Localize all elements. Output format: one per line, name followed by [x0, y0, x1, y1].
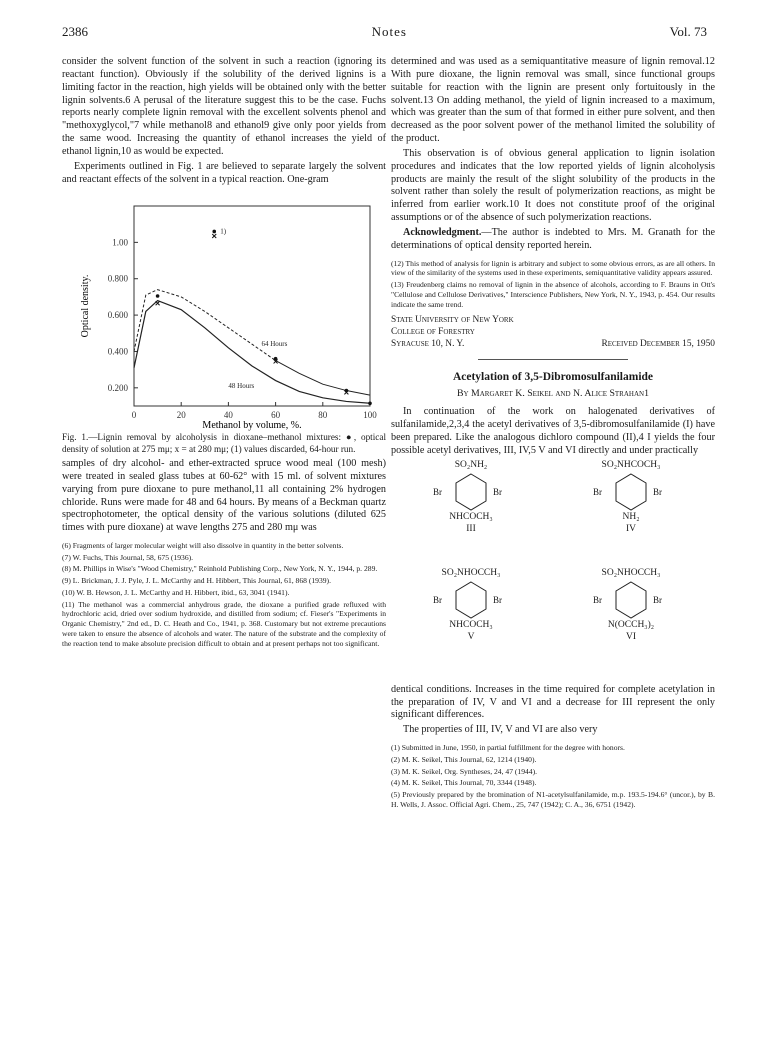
footnote-8: (8) M. Phillips in Wise's "Wood Chemistry," Reinhold Publishing Corp., New York, N. Y., 1944, p. 289. — [62, 564, 378, 574]
page-number: 2386 — [62, 24, 88, 39]
acknowledgment — [391, 227, 715, 253]
data-point-dot — [156, 295, 160, 299]
bromo-right: Br — [493, 486, 502, 497]
footnote-11: (11) The methanol was a commercial anhydrous grade, the dioxane a purified grade refluxed with hydrochloric acid, dried over sodium hydroxide, and distilled from sodium; cf. Fieser's "Experiments in Organic Chemistry," 2nd ed., D. C. Heath and Co., 1941, p. 368. Customary but not extreme precautions were taken to ensure the absence of alcohols and water. The nature of the substrate and the complexity of the reaction tend to make absolute precision difficult to obtain and at present perhaps not too significant. — [62, 599, 386, 648]
x-tick-label: 0 — [131, 410, 137, 421]
article-title: Acetylation of 3,5-Dibromosulfanilamide — [452, 370, 654, 383]
substituent-top: SO₂NHCOCH₃ — [601, 459, 661, 470]
footnote-7: (7) W. Fuchs, This Journal, 58, 675 (1936). — [62, 552, 194, 562]
footnote-3: (3) M. K. Seikel, Org. Syntheses, 24, 47 (1944). — [391, 766, 538, 776]
compound-label: VI — [625, 631, 637, 642]
footnote-13: (13) Freudenberg claims no removal of lignin in the absence of alcohols, according to F. Brauns in Ott's "Cellulose and Cellulose Derivatives," Interscience Publishers, New York, N. Y., 1943, p. 454. Our results indicate the same trend. — [391, 280, 715, 309]
substituent-top: SO₂NHOCCH₃ — [441, 567, 501, 578]
x-tick-label: 40 — [223, 410, 233, 421]
affiliation-line-3: Syracuse 10, N. Y. — [391, 338, 465, 349]
footnote-9: (9) L. Brickman, J. J. Pyle, J. L. McCarthy and H. Hibbert, This Journal, 61, 868 (1939). — [62, 576, 331, 586]
intro-paragraph: In continuation of the work on halogenated derivatives of sulfanilamide,2,3,4 the acetyl derivatives of 3,5-dibromosulfanilamide (I) have been prepared. Like the analogous dichloro compound (II),4 I yields the four possible acetyl derivatives, III, IV,5 V and VI directly and under practically — [391, 406, 715, 456]
acknowledgment-heading: Acknowledgment. — [403, 226, 482, 238]
footnote-5: (5) Previously prepared by the bromination of N1-acetylsulfanilamide, m.p. 193.5-194.6° (uncor.), by B. H. Wells, J. Assoc. Official Agri. Chem., 25, 747 (1942); C. A., 36, 6751 (1942). — [391, 789, 715, 809]
left-paragraph-2: Experiments outlined in Fig. 1 are believed to separate largely the solvent and reactant effects of the solvent in a typical reaction. One-gram — [62, 160, 386, 185]
affiliation-line-1: State University of New York — [391, 315, 514, 326]
compound-label: III — [466, 523, 476, 534]
y-axis-label: Optical density. — [80, 275, 91, 338]
y-tick-label: 1.00 — [112, 237, 128, 248]
compound-label: IV — [625, 523, 637, 534]
figure-caption: Fig. 1.—Lignin removal by alcoholysis in dioxane–methanol mixtures: ●, optical density of solution at 275 mμ; x = at 280 mμ; (1) values discarded, 64-hour run. — [62, 432, 386, 455]
acknowledgment-text: —The author is indebted to Mrs. M. Granath for the determinations of optical density reported herein. — [391, 226, 715, 251]
section-title: Notes — [371, 24, 407, 39]
substituent-top: SO₂NH₂ — [454, 459, 488, 470]
byline: By Margaret K. Seikel and N. Alice Strahan1 — [457, 387, 649, 399]
right-paragraph-2: This observation is of obvious general application to lignin isolation procedures and indicates that the low reported yields of lignin alcoholysis products are mainly the result of the slight solubility of the products in the solvent rather than solely the result of polymerization reactions, as might be inferred from earlier work.10 It does not constitute proof of the original assumptions or of the absence of such polymerization reactions. — [391, 147, 715, 224]
left-column — [62, 56, 386, 650]
y-tick-label: 0.400 — [107, 346, 128, 357]
structure-V — [411, 568, 531, 644]
bromo-left: Br — [593, 594, 602, 605]
bromo-right: Br — [653, 594, 662, 605]
right-column — [391, 56, 715, 811]
structure-III — [411, 460, 531, 536]
y-tick-label: 0.600 — [107, 310, 128, 321]
page-header — [62, 24, 707, 40]
series-line-64h-dashed — [134, 290, 276, 361]
y-tick-label: 0.800 — [107, 274, 128, 285]
substituent-bottom: NHCOCH₃ — [449, 511, 493, 522]
compound-label: V — [467, 631, 475, 642]
substituent-top: SO₂NHOCCH₃ — [601, 567, 661, 578]
substituent-bottom: NHCOCH₃ — [449, 619, 493, 630]
series-line-64h — [276, 361, 370, 396]
y-tick-label: 0.200 — [107, 383, 128, 394]
discarded-marker-label: 1) — [220, 227, 227, 236]
benzene-ring-icon — [453, 472, 489, 512]
footnote-2: (2) M. K. Seikel, This Journal, 62, 1214 (1940). — [391, 754, 537, 764]
left-paragraph-3: samples of dry alcohol- and ether-extracted spruce wood meal (100 mesh) were treated in sealed glass tubes at 60-62° with 15 ml. of solvent mixtures varying from pure dioxane to pure methanol,11 all containing 2% hydrogen chloride. Runs were made for 48 and 64 hours. By means of a Beckman quartz spectrophotometer, the optical density of the various solutions (diluted 625 times with pure dioxane) at wave lengths 275 and 280 mμ was — [62, 457, 386, 534]
footnote-12: (12) This method of analysis for lignin is arbitrary and subject to some obvious errors, as are all others. In view of the similarity of the systems used in these experiments, semiquantitative validity appears assured. — [391, 258, 715, 278]
footnote-6: (6) Fragments of larger molecular weight will also dissolve in quantity in the better solvents. — [62, 541, 344, 551]
optical-density-chart — [62, 192, 386, 432]
footnote-10: (10) W. B. Hewson, J. L. McCarthy and H. Hibbert, ibid., 63, 3041 (1941). — [62, 587, 290, 597]
bromo-left: Br — [433, 594, 442, 605]
x-tick-label: 100 — [363, 410, 377, 421]
right-paragraph-1: determined and was used as a semiquantitative measure of lignin removal.12 With pure dioxane, the lignin removal was small, since functional groups suitable for reaction with the lignin are present only fortuitously in the solvent.13 On adding methanol, the yield of lignin increased to a maximum, which was greater than the sum of that formed in either pure solvent, and then decreased as the poor solvent power of the methanol limited the solubility of the product. — [391, 56, 715, 145]
volume-label: Vol. 73 — [669, 24, 707, 39]
x-tick-label: 20 — [176, 410, 186, 421]
x-tick-label: 80 — [318, 410, 328, 421]
bromo-left: Br — [593, 486, 602, 497]
data-point-dot — [368, 402, 372, 406]
structure-IV — [571, 460, 691, 536]
benzene-ring-icon — [613, 580, 649, 620]
figure-1 — [62, 192, 386, 432]
substituent-bottom: N(OCCH₃)₂ — [607, 619, 655, 630]
series-label: 64 Hours — [261, 340, 288, 349]
substituent-bottom: NH₂ — [622, 511, 640, 522]
chemical-structures — [391, 460, 715, 682]
structure-VI — [571, 568, 691, 644]
x-tick-label: 60 — [271, 410, 281, 421]
properties-line: The properties of III, IV, V and VI are also very — [403, 724, 598, 736]
section-divider — [478, 359, 628, 360]
after-structures-paragraph: dentical conditions. Increases in the time required for complete acetylation in the preparation of IV, V and VI and a decrease for III represent the only significant differences. — [391, 683, 715, 721]
affiliation-line-2: College of Forestry — [391, 327, 475, 337]
series-label: 48 Hours — [228, 382, 255, 391]
benzene-ring-icon — [453, 580, 489, 620]
footnote-4: (4) M. K. Seikel, This Journal, 70, 3344 (1948). — [391, 778, 537, 788]
discarded-point-dot — [212, 230, 216, 234]
x-axis-label: Methanol by volume, %. — [202, 420, 302, 432]
bromo-right: Br — [493, 594, 502, 605]
affiliation — [391, 315, 715, 350]
received-date: Received December 15, 1950 — [601, 338, 715, 349]
benzene-ring-icon — [613, 472, 649, 512]
plot-frame — [134, 206, 370, 406]
left-paragraph-1: consider the solvent function of the solvent in such a reaction (ignoring its reactant function). Obviously if the solubility of the derived lignins is a limiting factor in the reaction, high yields will be obtained only with the better lignin solvents.6 A perusal of the literature suggest this to be the case. Fuchs reports nearly complete lignin removal with the excellent solvents phenol and "methoxyglycol,"7 while methanol8 and ethanol9 give only poor yields from the same wood. Increasing the quantity of ethanol increases the yield of ethanol lignin,10 as would be expected. — [62, 56, 386, 157]
bromo-left: Br — [433, 486, 442, 497]
footnote-1: (1) Submitted in June, 1950, in partial fulfillment for the degree with honors. — [391, 743, 625, 753]
bromo-right: Br — [653, 486, 662, 497]
